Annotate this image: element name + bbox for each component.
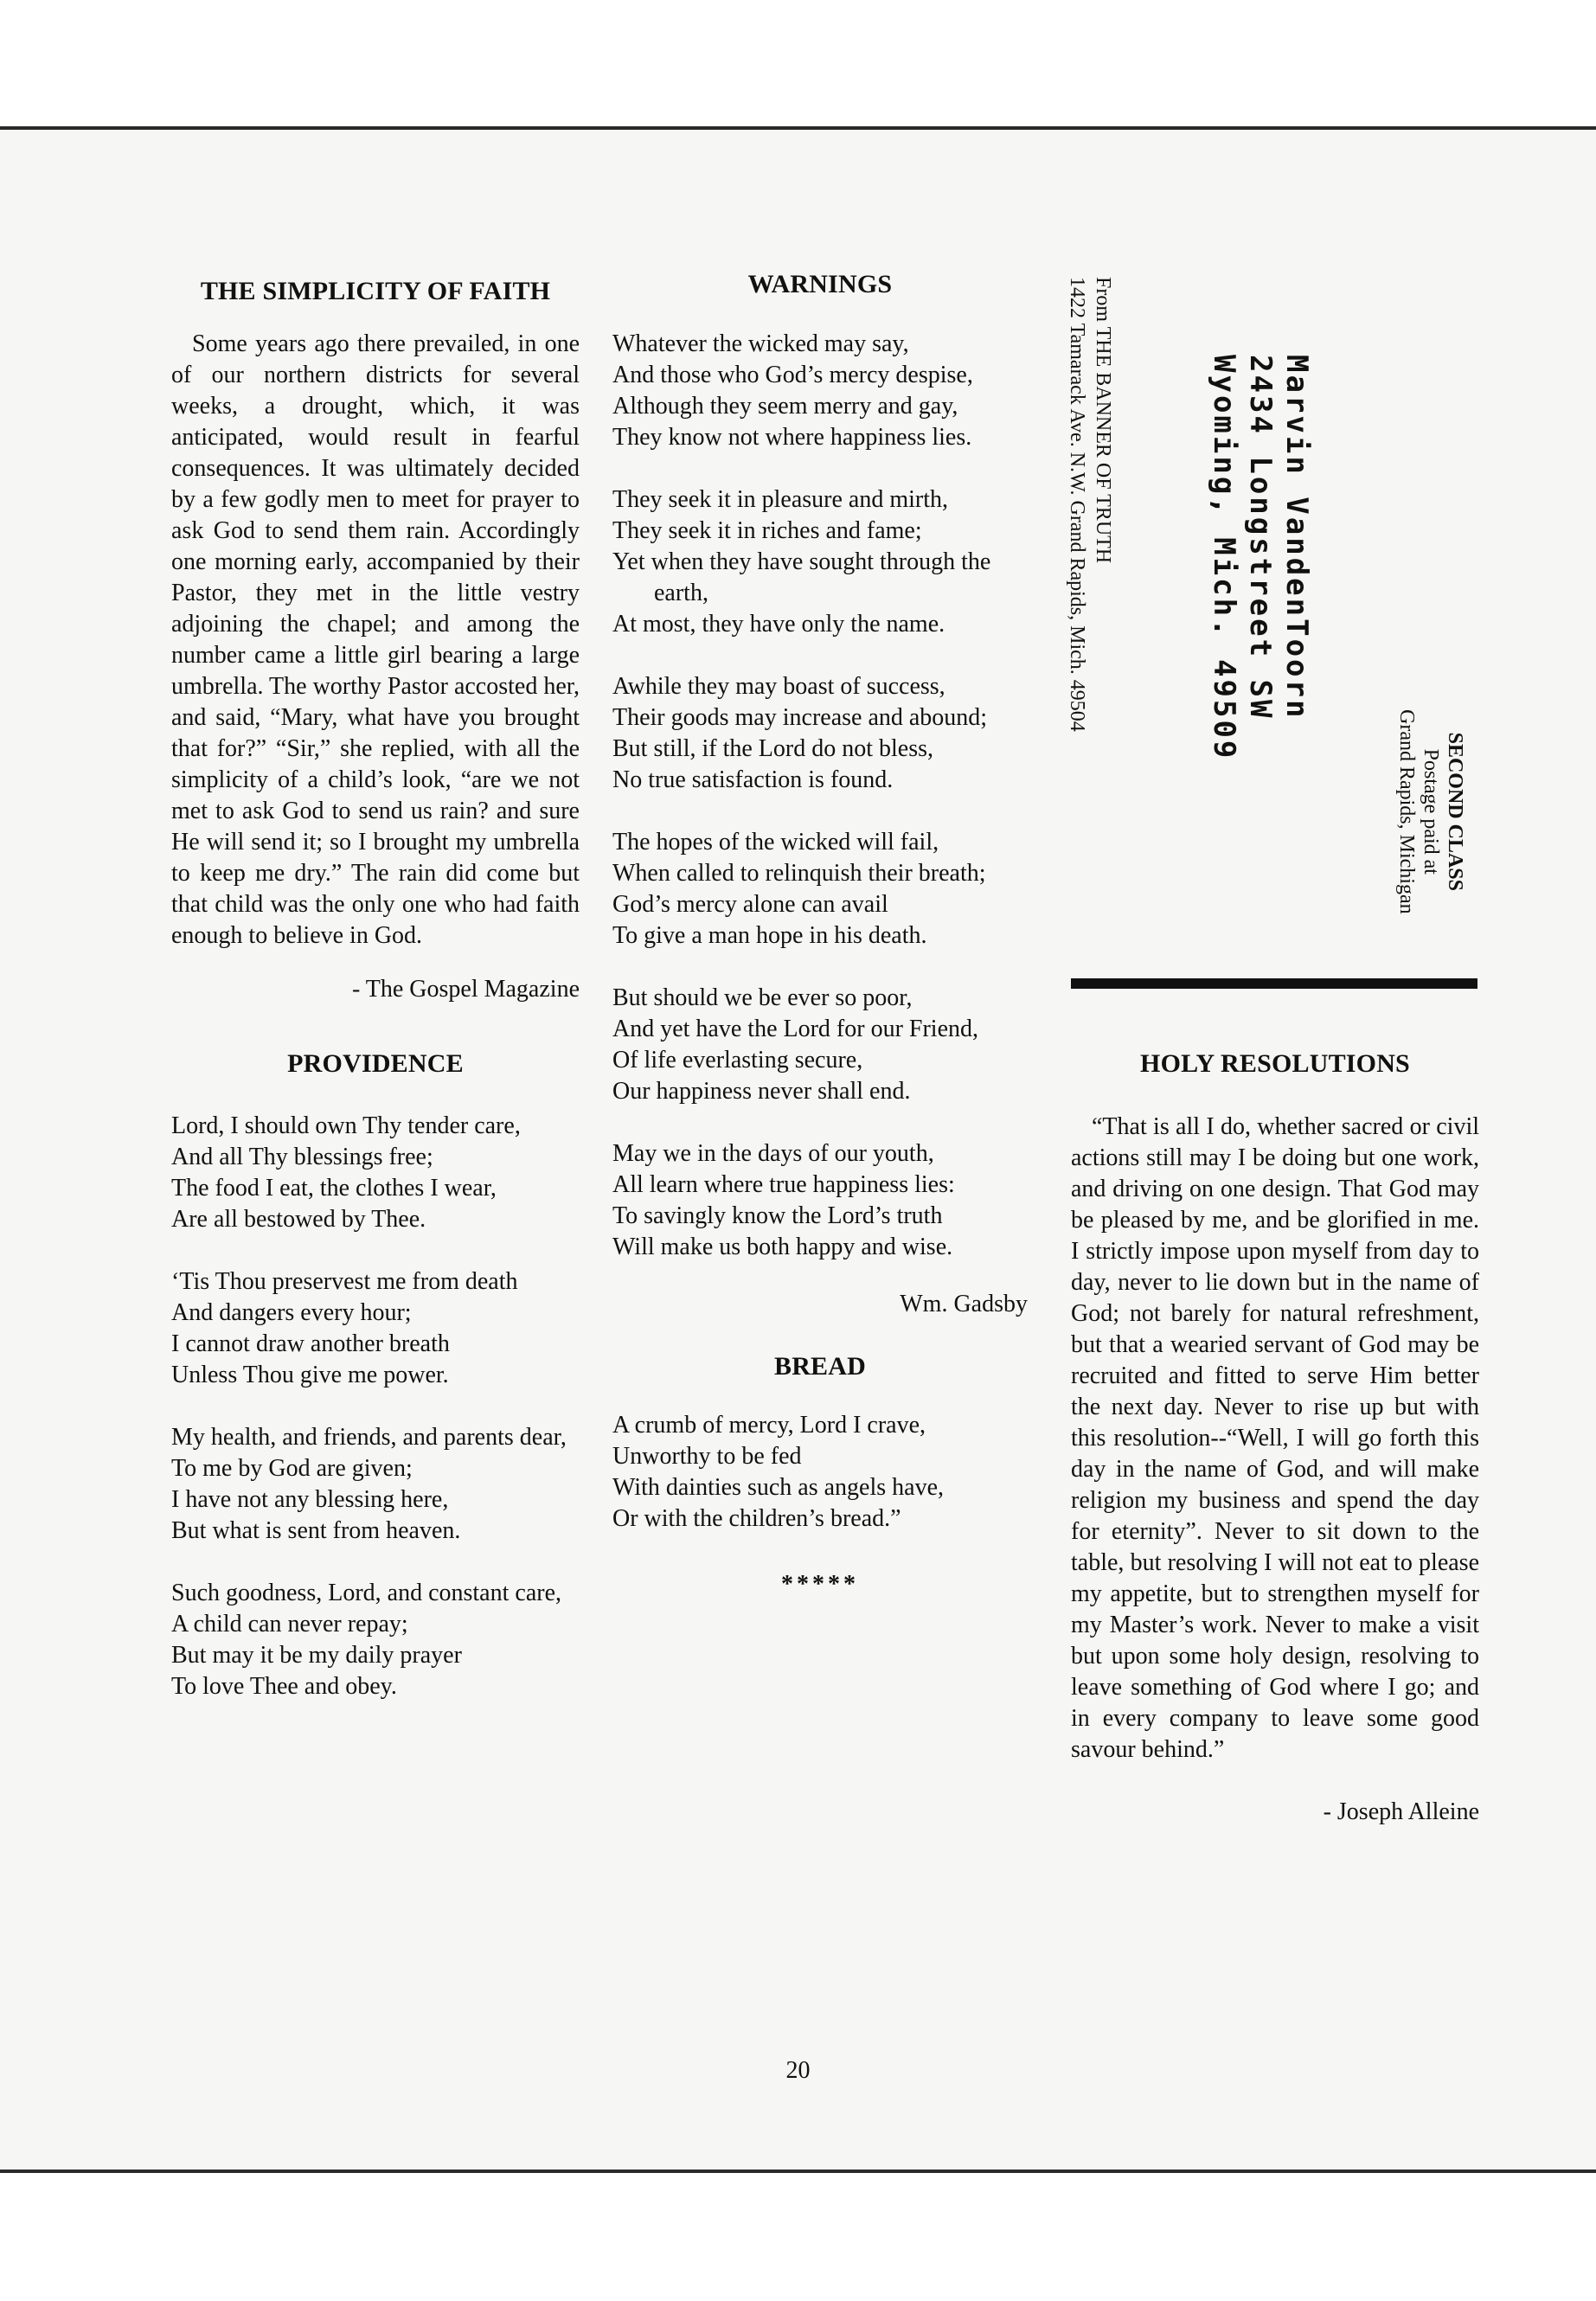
bread-title: BREAD [773,1352,866,1381]
verse-line: All learn where true happiness lies: [612,1171,955,1198]
verse-line: I have not any blessing here, [171,1486,449,1513]
verse-line: Such goodness, Lord, and constant care, [171,1580,561,1606]
warnings-stanza [612,329,1028,453]
verse-line: When called to relinquish their breath; [612,860,986,887]
mailer-postage-permit [1394,709,1467,914]
providence-stanza [171,1422,580,1547]
permit-class: SECOND CLASS [1444,732,1466,891]
middle-column [612,329,1028,1600]
verse-line: Whatever the wicked may say, [612,330,909,357]
verse-line: To give a man hope in his death. [612,922,927,949]
verse-line: Unworthy to be fed [612,1443,802,1470]
faith-source: - The Gospel Magazine [351,976,580,1003]
mailer-return-address [1064,277,1116,732]
verse-line: Awhile they may boast of success, [612,673,945,700]
verse-line: At most, they have only the name. [612,611,945,638]
mailer-from-address: 1422 Tamarack Ave. N.W. Grand Rapids, Mich. 49504 [1066,277,1088,732]
warnings-title: WARNINGS [747,270,893,298]
verse-line: They seek it in riches and fame; [612,517,922,544]
verse-line: But still, if the Lord do not bless, [612,735,933,762]
verse-line: To me by God are given; [171,1455,413,1482]
resolutions-text: “That is all I do, whether sacred or civil actions still may I be doing but one work, and driving on one design. That God may be pleased by me, and be glorified in me. I strictly impose upon myself from day to day, never to lie down but in the name of God; not barely for natural refreshment, but that a wearied servant of God may be recruited and fitted to serve Him better the next day. Never to rise up but with this resolution--“Well, I will go forth this day in the name of God, and will make religion my business and spend the day for eternity”. Never to sit down to the table, but resolving I will not eat to please my appetite, but to strengthen myself for my Master’s work. Never to make a visit but upon some holy design, resolving to leave something of God where I go; and in every company to leave some good savour behind.” [1071,1113,1479,1763]
verse-line: Of life everlasting secure, [612,1047,863,1074]
permit-city: Grand Rapids, Michigan [1395,709,1418,914]
verse-line: Their goods may increase and abound; [612,704,988,731]
verse-line: A crumb of mercy, Lord I crave, [612,1412,926,1439]
page-number: 20 [785,2057,811,2084]
warnings-stanza [612,1138,1028,1263]
warnings-source: Wm. Gadsby [900,1291,1028,1317]
verse-line: My health, and friends, and parents dear, [171,1424,567,1451]
verse-line: And all Thy blessings free; [171,1144,433,1170]
mailer-divider-bar [1071,978,1477,989]
verse-line: Our happiness never shall end. [612,1078,911,1105]
verse-line: Or with the children’s bread.” [612,1505,901,1532]
verse-line: And those who God’s mercy despise, [612,362,973,388]
verse-line: And dangers every hour; [171,1299,412,1326]
providence-stanza [171,1266,580,1391]
top-edge-rule [0,126,1596,130]
verse-line: Yet when they have sought through the earth, [612,548,991,606]
verse-line: But should we be ever so poor, [612,984,913,1011]
verse-line: A child can never repay; [171,1611,408,1638]
verse-line: They seek it in pleasure and mirth, [612,486,948,513]
verse-line: Lord, I should own Thy tender care, [171,1112,521,1139]
verse-line: May we in the days of our youth, [612,1140,934,1167]
faith-title: THE SIMPLICITY OF FAITH [200,277,551,305]
verse-line: But what is sent from heaven. [171,1517,461,1544]
permit-paid: Postage paid at [1420,748,1442,875]
verse-line: They know not where happiness lies. [612,424,972,451]
providence-stanza [171,1578,580,1702]
bottom-edge-rule [0,2170,1596,2173]
faith-text: Some years ago there prevailed, in one of our northern districts for several weeks, a drought, which, it was anticipated, would result in fearful consequences. It was ultimately decided by a few godly men to meet for prayer to ask God to send them rain. Accordingly one morning early, accompanied by their Pastor, they met in the little vestry adjoining the chapel; and among the number came a little girl bearing a large umbrella. The worthy Pastor accosted her, and said, “Mary, what have you brought that for?” “Sir,” she replied, with all the simplicity of a child’s look, “are we not met to ask God to send us rain? and sure He will send it; so I brought my umbrella to keep me dry.” The rain did come but that child was the only one who had faith enough to believe in God. [171,330,580,949]
verse-line: I cannot draw another breath [171,1330,450,1357]
recipient-name: Marvin VandenToorn [1279,355,1314,721]
bread-stanza [612,1410,1028,1535]
recipient-city: Wyoming, Mich. 49509 [1207,355,1241,761]
section-separator: ***** [781,1571,859,1598]
recipient-street: 2434 Longstreet SW [1243,355,1278,721]
providence-stanza [171,1111,580,1235]
warnings-stanza [612,983,1028,1107]
verse-line: Are all bestowed by Thee. [171,1206,426,1233]
verse-line: The hopes of the wicked will fail, [612,829,939,856]
verse-line: With dainties such as angels have, [612,1474,944,1501]
mailer-recipient-label [1206,355,1315,760]
verse-line: To love Thee and obey. [171,1673,397,1700]
providence-title: PROVIDENCE [287,1049,464,1078]
left-column [171,329,580,1702]
right-column [1071,1112,1479,1828]
verse-line: But may it be my daily prayer [171,1642,462,1669]
verse-line: No true satisfaction is found. [612,766,894,793]
verse-line: ‘Tis Thou preservest me from death [171,1268,518,1295]
verse-line: To savingly know the Lord’s truth [612,1202,943,1229]
verse-line: The food I eat, the clothes I wear, [171,1175,497,1202]
verse-line: Although they seem merry and gay, [612,393,958,420]
warnings-stanza [612,671,1028,796]
warnings-stanza [612,484,1028,640]
verse-line: God’s mercy alone can avail [612,891,888,918]
verse-line: Will make us both happy and wise. [612,1234,953,1260]
resolutions-source: - Joseph Alleine [1323,1798,1479,1825]
mailer-from-line: From THE BANNER OF TRUTH [1092,277,1114,564]
verse-line: Unless Thou give me power. [171,1362,449,1388]
warnings-stanza [612,827,1028,952]
resolutions-title: HOLY RESOLUTIONS [1140,1049,1410,1078]
verse-line: And yet have the Lord for our Friend, [612,1016,978,1042]
